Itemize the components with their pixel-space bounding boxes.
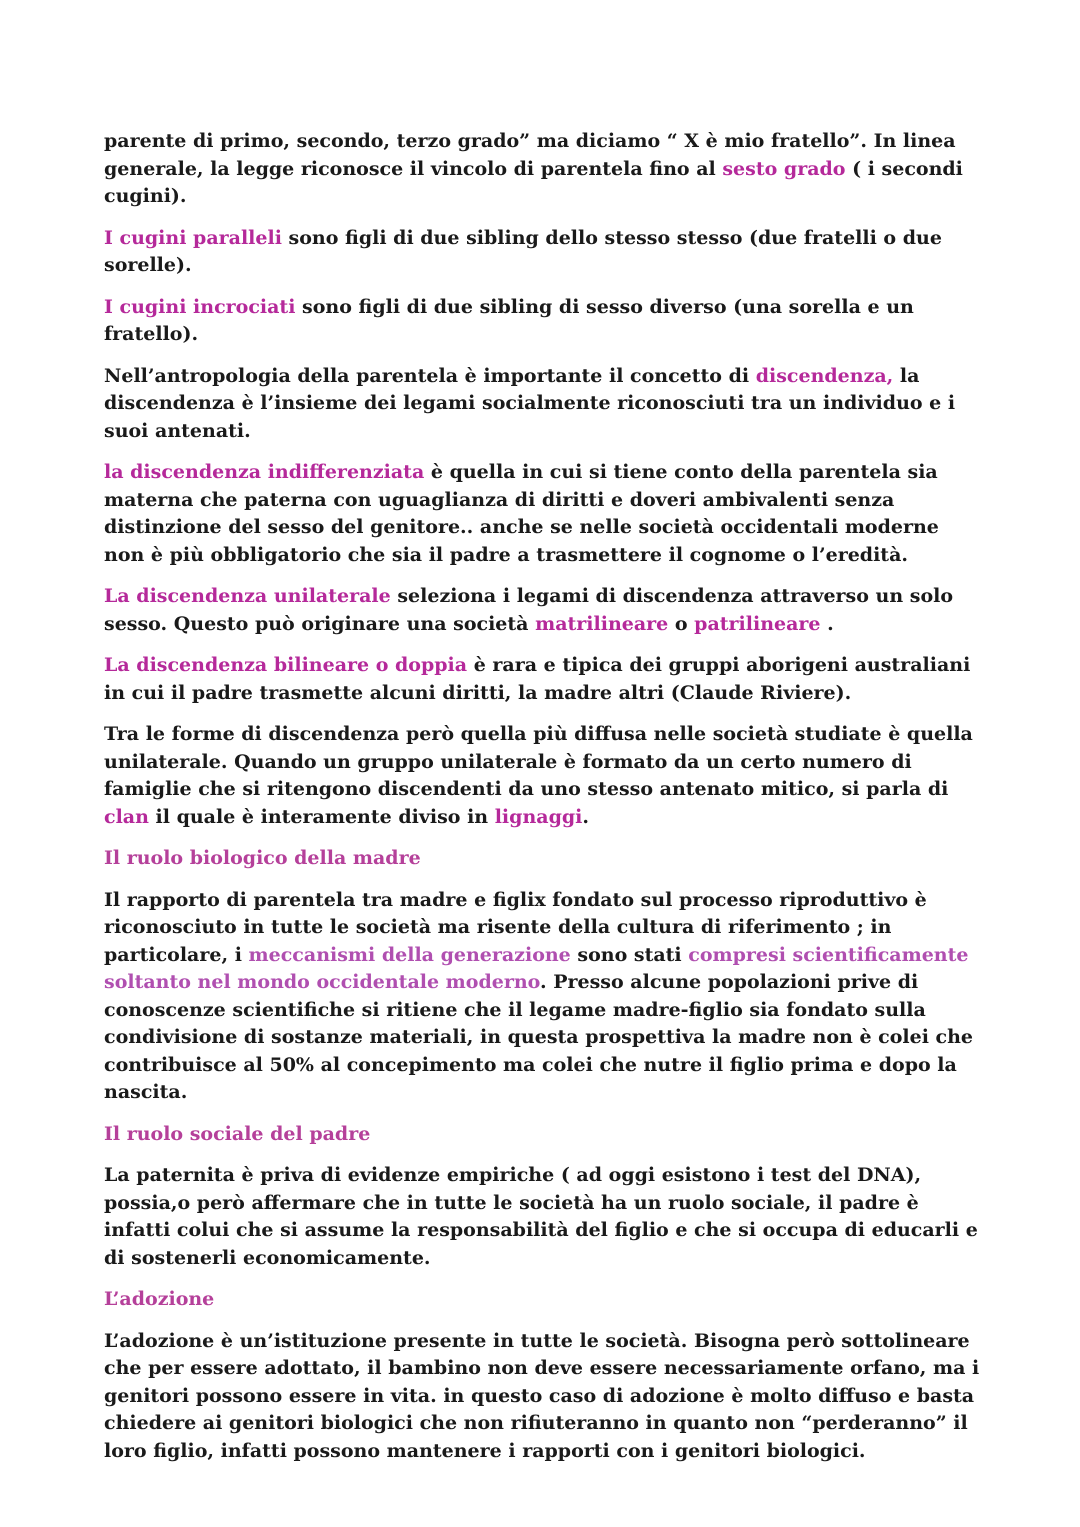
term-discendenza-bilineare: La discendenza bilineare o doppia [104, 654, 468, 676]
text: . Presso alcune popolazioni prive di conoscenze scientifiche si ritiene che il legame madre-figlio sia fondato sulla condivisione di sostanze materiali, in questa prospettiva la madre non è colei che contribuisce al 50% al concepimento ma colei che nutre il figlio prima e dopo la nascita. [104, 971, 974, 1103]
text: Il rapporto di parentela tra madre e figlix fondato sul processo riproduttivo è riconosciuto in tutte le società ma risente della cultura di riferimento ; in particolare, i [104, 888, 927, 966]
term-sesto-grado: sesto grado [722, 157, 846, 180]
paragraph-discendenza [104, 363, 984, 446]
paragraph-cugini-incrociati [104, 294, 984, 349]
text: . [820, 612, 834, 635]
term-discendenza-indifferenziata: la discendenza indifferenziata [104, 461, 425, 483]
text: il quale è interamente diviso in [148, 805, 495, 828]
paragraph-cugini-paralleli [104, 225, 984, 280]
term-clan: clan [104, 805, 149, 828]
term-patrilineare: patrilineare [694, 612, 821, 635]
term-compresi-scientificamente: compresi scientificamente soltanto nel mondo occidentale moderno [104, 943, 969, 993]
paragraph-parentela-grado [104, 128, 984, 211]
term-meccanismi-generazione: meccanismi della generazione [248, 943, 571, 966]
heading-ruolo-padre: Il ruolo sociale del padre [104, 1122, 371, 1145]
text: . [582, 805, 589, 828]
paragraph-ruolo-madre [104, 887, 984, 1107]
heading-adozione: L’adozione [104, 1288, 215, 1310]
text: Nell’antropologia della parentela è importante il concetto di [104, 364, 756, 387]
text: la discendenza è l’insieme dei legami socialmente riconosciuti tra un individuo e i suoi antenati. [104, 364, 956, 442]
term-discendenza: discendenza, [755, 364, 894, 387]
text: è quella in cui si tiene conto della parentela sia materna che paterna con uguaglianza di diritti e doveri ambivalenti senza distinzione del sesso del genitore.. anche se nelle società occidentali moderne non è più obbligatorio che sia il padre a trasmettere il cognome o l’eredità. [104, 461, 939, 566]
paragraph-discendenza-bilineare [104, 652, 984, 707]
term-matrilineare: matrilineare [535, 612, 669, 635]
term-discendenza-unilaterale: La discendenza unilaterale [104, 585, 391, 607]
text: sono figli di due sibling di sesso diverso (una sorella e un fratello). [104, 295, 914, 345]
text: sono figli di due sibling dello stesso stesso (due fratelli o due sorelle). [104, 226, 942, 276]
paragraph-clan-lignaggi [104, 721, 984, 831]
paragraph-adozione: L’adozione è un’istituzione presente in tutte le società. Bisogna però sottolineare che per essere adottato, il bambino non deve essere necessariamente orfano, ma i genitori possono essere in vita. in questo caso di adozione è molto diffuso e basta chiedere ai genitori biologici che non rifiuteranno in quanto non “perderanno” il loro figlio, infatti possono mantenere i rapporti con i genitori biologici. [104, 1329, 980, 1462]
term-lignaggi: lignaggi [494, 805, 583, 828]
term-cugini-incrociati: I cugini incrociati [104, 295, 296, 318]
heading-ruolo-madre: Il ruolo biologico della madre [104, 847, 421, 869]
text: parente di primo, secondo, terzo grado” ma diciamo “ X è mio fratello”. In linea generale, la legge riconosce il vincolo di parentela fino al [104, 130, 956, 180]
document-page [104, 128, 984, 1479]
term-cugini-paralleli: I cugini paralleli [104, 226, 282, 249]
text: sono stati [570, 943, 689, 966]
text: è rara e tipica dei gruppi aborigeni australiani in cui il padre trasmette alcuni diritti, la madre altri (Claude Riviere). [104, 654, 971, 704]
paragraph-ruolo-padre: La paternita è priva di evidenze empiriche ( ad oggi esistono i test del DNA), possia,o però affermare che in tutte le società ha un ruolo sociale, il padre è infatti colui che si assume la responsabilità del figlio e che si occupa di educarli e di sostenerli economicamente. [104, 1164, 978, 1269]
text: Tra le forme di discendenza però quella più diffusa nelle società studiate è quella unilaterale. Quando un gruppo unilaterale è formato da un certo numero di famiglie che si ritengono discendenti da uno stesso antenato mitico, si parla di [104, 723, 973, 800]
paragraph-discendenza-indifferenziata [104, 459, 984, 569]
text: ( i secondi cugini). [104, 157, 963, 207]
text: o [668, 612, 695, 635]
text: seleziona i legami di discendenza attraverso un solo sesso. Questo può originare una società [104, 585, 954, 635]
paragraph-discendenza-unilaterale [104, 583, 984, 638]
